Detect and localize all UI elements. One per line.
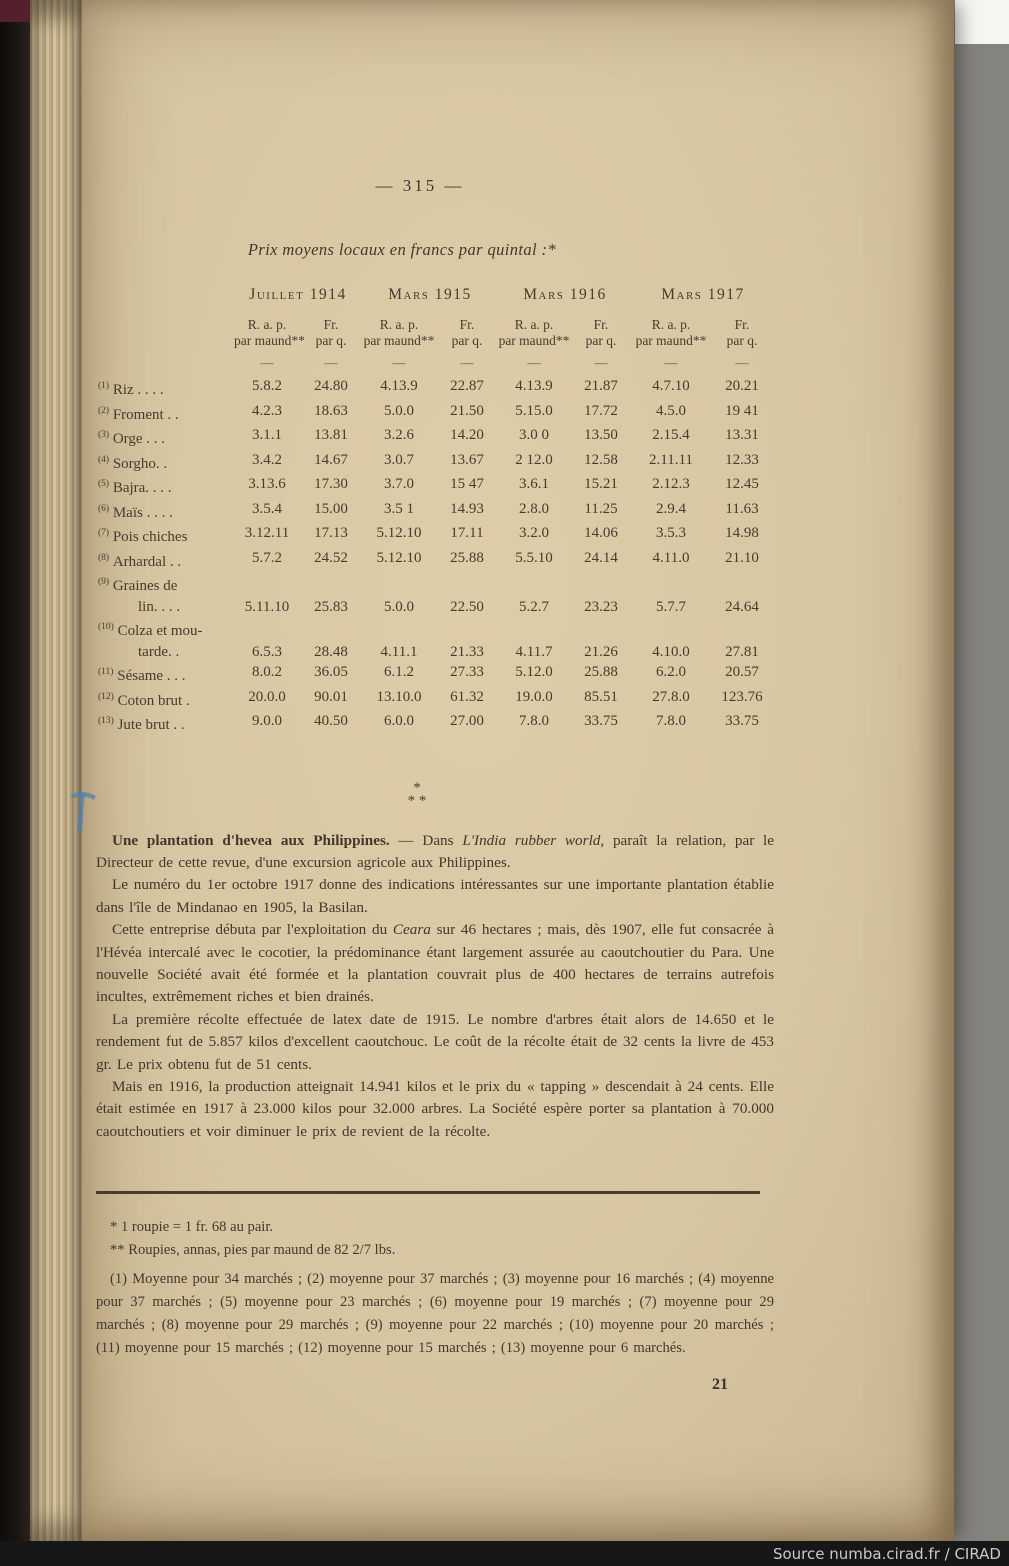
column-dash: —: [260, 355, 274, 370]
footnotes: [96, 1216, 774, 1360]
subheader-fr: Fr. par q.: [315, 317, 347, 348]
price-cell: 15.21: [584, 476, 618, 492]
page-edges: [30, 0, 82, 1541]
price-cell: 20.21: [725, 378, 759, 394]
price-cell: 3.5 1: [384, 500, 414, 517]
price-cell: [300, 572, 362, 597]
footnote-roupie: * 1 roupie = 1 fr. 68 au pair.: [110, 1219, 274, 1236]
price-cell: 5.15.0: [515, 402, 553, 419]
price-cell: 5.8.2: [252, 378, 282, 394]
book-spine: [0, 0, 30, 1541]
price-cell: 5.5.10: [515, 549, 553, 566]
asterisk-ornament: * * *: [407, 779, 427, 809]
source-bar: [0, 1541, 1009, 1566]
price-cell: 19.0.0: [515, 688, 553, 705]
col-group-mars-1915: Mars 1915: [388, 286, 472, 303]
price-cell: 5.0.0: [384, 402, 414, 419]
price-cell: 123.76: [721, 688, 763, 705]
price-cell: 3.7.0: [384, 476, 414, 492]
price-cell: 12.58: [584, 451, 618, 468]
article: [96, 830, 774, 1144]
price-cell: 8.0.2: [252, 664, 282, 680]
source-label: Source numba.cirad.fr / CIRAD: [772, 1544, 1001, 1563]
price-cell: 2.15.4: [652, 427, 690, 443]
header-spacer: [96, 286, 234, 317]
row-label: $^{(3)}$ Orge . . .: [98, 430, 166, 447]
row-label: $^{(11)}$ Sésame . . .: [98, 667, 186, 684]
col-group-mars-1917: Mars 1917: [661, 286, 745, 303]
row-label: tarde. .: [138, 643, 180, 660]
price-cell: 18.63: [314, 402, 348, 419]
price-cell: 21.87: [584, 378, 618, 394]
article-paragraph: La première récolte effectuée de latex date de 1915. Le nombre d'arbres était alors de 14.650 et le rendement fut de 5.857 kilos d'excellent caoutchouc. Le coût de la récolte était de 32 cents la livre de 453 gr. Le prix obtenu fut de 51 cents.: [96, 1010, 774, 1073]
price-cell: 3.13.6: [248, 476, 286, 492]
price-cell: 2.11.11: [649, 451, 693, 468]
row-label: $^{(8)}$ Arhardal . .: [98, 552, 182, 570]
price-cell: 6.1.2: [384, 664, 414, 680]
row-label: $^{(13)}$ Jute brut . .: [98, 716, 185, 733]
row-label: $^{(7)}$ Pois chiches: [98, 528, 188, 545]
row-label: lin. . . .: [138, 598, 181, 615]
article-heading: Une plantation d'hevea aux Philippines.: [112, 831, 390, 849]
price-cell: 4.11.7: [515, 643, 553, 660]
column-dash: —: [392, 355, 406, 370]
price-cell: 3.4.2: [252, 451, 282, 468]
price-cell: 4.2.3: [252, 402, 282, 419]
price-cell: 6.0.0: [384, 713, 414, 729]
price-cell: 22.50: [450, 598, 484, 615]
price-cell: 27.81: [725, 643, 759, 660]
price-cell: [362, 617, 436, 642]
price-cell: 15 47: [450, 476, 484, 492]
price-cell: 3.6.1: [519, 476, 549, 492]
price-cell: 25.88: [450, 549, 484, 566]
price-cell: 27.00: [450, 713, 484, 729]
price-cell: 33.75: [584, 713, 618, 729]
scan-corner: [955, 0, 1009, 44]
price-cell: 15.00: [314, 500, 348, 517]
footnote-maund: ** Roupies, annas, pies par maund de 82 2/7 lbs.: [110, 1242, 396, 1259]
price-cell: [234, 572, 300, 597]
price-cell: 4.5.0: [656, 402, 686, 419]
price-cell: 5.0.0: [384, 598, 414, 615]
price-cell: 3.5.4: [252, 500, 282, 517]
price-cell: 20.57: [725, 664, 759, 680]
price-cell: 13.67: [450, 451, 484, 468]
subheader-rap: R. a. p. par maund**: [498, 317, 570, 348]
price-cell: 20.0.0: [248, 688, 286, 705]
row-label: $^{(12)}$ Coton brut .: [98, 691, 190, 709]
price-cell: 22.87: [450, 378, 484, 394]
price-cell: 11.63: [725, 500, 759, 517]
row-label: $^{(6)}$ Maïs . . . .: [98, 503, 173, 521]
price-cell: [570, 617, 632, 642]
price-cell: 6.5.3: [252, 643, 282, 660]
price-cell: [498, 572, 570, 597]
price-cell: 9.0.0: [252, 713, 282, 729]
price-cell: 4.13.9: [515, 378, 553, 394]
subheader-fr: Fr. par q.: [451, 317, 483, 348]
price-cell: 24.80: [314, 378, 348, 394]
article-paragraph: Le numéro du 1er octobre 1917 donne des indications intéressantes sur une importante plantation établie dans l'île de Mindanao en 1905, la Basilan.: [96, 876, 774, 916]
subheader-rap: R. a. p. par maund**: [363, 317, 435, 348]
price-cell: 4.11.1: [380, 643, 418, 660]
price-cell: 5.12.10: [376, 525, 422, 541]
column-dash: —: [460, 355, 474, 370]
price-cell: 5.2.7: [519, 598, 549, 615]
price-cell: [632, 617, 710, 642]
price-cell: 21.50: [450, 402, 484, 419]
price-cell: 5.7.2: [252, 549, 282, 566]
price-cell: 21.10: [725, 549, 759, 566]
column-dash: —: [664, 355, 678, 370]
page-header-number: — 315 —: [375, 176, 465, 195]
price-cell: [570, 572, 632, 597]
price-cell: 13.31: [725, 427, 759, 443]
price-cell: 14.67: [314, 451, 348, 468]
price-cell: 24.64: [725, 598, 759, 615]
price-cell: 17.11: [450, 525, 484, 541]
price-cell: 7.8.0: [656, 713, 686, 729]
article-paragraph: Mais en 1916, la production atteignait 14.941 kilos et le prix du « tapping » descendait à 24 cents. Elle était estimée en 1917 à 23.000 kilos pour 32.000 arbres. La Société espère porter sa plantation à 70.000 caoutchoutiers et voir diminuer le prix de revient de la récolte.: [96, 1077, 774, 1140]
price-cell: 5.7.7: [656, 598, 686, 615]
price-cell: 14.06: [584, 525, 618, 541]
price-cell: 24.14: [584, 549, 618, 566]
price-cell: [498, 617, 570, 642]
price-cell: 21.33: [450, 643, 484, 660]
price-cell: 3.12.11: [244, 525, 290, 541]
row-label: $^{(2)}$ Froment . .: [98, 405, 179, 423]
row-label: $^{(10)}$ Colza et mou-: [98, 622, 203, 639]
price-cell: 14.93: [450, 500, 484, 517]
price-cell: 19 41: [725, 402, 759, 419]
column-dash: —: [594, 355, 608, 370]
price-cell: 25.83: [314, 598, 348, 615]
price-cell: [300, 617, 362, 642]
footnote-rule: [96, 1191, 760, 1194]
price-cell: 61.32: [450, 688, 484, 705]
header-spacer: [96, 356, 234, 376]
price-table: [96, 286, 774, 736]
price-cell: 3.1.1: [252, 427, 282, 443]
price-cell: 27.33: [450, 664, 484, 680]
price-cell: 2.12.3: [652, 476, 690, 492]
price-cell: 36.05: [314, 664, 348, 680]
price-cell: 7.8.0: [519, 713, 549, 729]
header-spacer: [96, 317, 234, 356]
price-cell: 33.75: [725, 713, 759, 729]
price-cell: 3.2.6: [384, 427, 414, 443]
price-cell: 28.48: [314, 643, 348, 660]
price-cell: 14.20: [450, 427, 484, 443]
row-label: $^{(5)}$ Bajra. . . .: [98, 479, 172, 496]
price-cell: 3.0 0: [519, 427, 549, 443]
column-dash: —: [527, 355, 541, 370]
subheader-fr: Fr. par q.: [726, 317, 758, 348]
price-cell: [234, 617, 300, 642]
page-number: 21: [712, 1376, 728, 1394]
column-dash: —: [735, 355, 749, 370]
price-cell: 17.30: [314, 476, 348, 492]
price-cell: 6.2.0: [656, 664, 686, 680]
price-cell: 13.50: [584, 427, 618, 443]
price-cell: 4.11.0: [652, 549, 690, 566]
blue-pencil-mark: [68, 786, 98, 839]
book-page: [82, 0, 954, 1541]
price-cell: 14.98: [725, 525, 759, 541]
price-cell: [710, 572, 774, 597]
price-cell: 27.8.0: [652, 688, 690, 705]
column-dash: —: [324, 355, 338, 370]
price-cell: 2.9.4: [656, 500, 686, 517]
article-paragraph: Cette entreprise débuta par l'exploitation du Ceara sur 46 hectares ; mais, dès 1907, elle fut consacrée à l'Hévéa intercalé avec le cocotier, la prédominance étant largement assurée au caoutchoutier du Para. Une nouvelle Société avait été formée et la plantation couvrait plus de 400 hectares de terrains autrefois incultes, extrêmement riches et bien drainés.: [96, 921, 774, 1006]
page-content: [96, 176, 774, 1394]
price-cell: 40.50: [314, 713, 348, 729]
price-cell: 4.10.0: [652, 643, 690, 660]
price-cell: 12.33: [725, 451, 759, 468]
row-label: $^{(4)}$ Sorgho. .: [98, 454, 168, 472]
price-cell: 17.72: [584, 402, 618, 419]
price-cell: [436, 617, 498, 642]
subheader-rap: R. a. p. par maund**: [234, 317, 305, 348]
price-cell: 5.12.0: [515, 664, 553, 680]
price-cell: 2.8.0: [519, 500, 549, 517]
col-group-juillet-1914: Juillet 1914: [249, 286, 347, 303]
price-cell: 24.52: [314, 549, 348, 566]
price-cell: 4.13.9: [380, 378, 418, 394]
subheader-rap: R. a. p. par maund**: [635, 317, 707, 348]
price-cell: 3.0.7: [384, 451, 414, 468]
price-cell: 13.10.0: [376, 688, 422, 705]
price-cell: 13.81: [314, 427, 348, 443]
price-cell: 23.23: [584, 598, 618, 615]
price-cell: 25.88: [584, 664, 618, 680]
price-cell: [362, 572, 436, 597]
species-name: Ceara: [392, 921, 431, 939]
price-cell: 21.26: [584, 643, 618, 660]
price-cell: 85.51: [584, 688, 618, 705]
price-cell: 5.12.10: [376, 549, 422, 566]
col-group-mars-1916: Mars 1916: [523, 286, 607, 303]
price-cell: [632, 572, 710, 597]
price-cell: 3.5.3: [656, 525, 686, 541]
price-cell: 17.13: [314, 525, 348, 541]
footnote-markets: (1) Moyenne pour 34 marchés ; (2) moyenne pour 37 marchés ; (3) moyenne pour 16 marchés ; (4) moyenne pour 37 marchés ; (5) moyenne pour 23 marchés ; (6) moyenne pour 19 marchés ; (7) moyenne pour 29 marchés ; (8) moyenne pour 29 marchés ; (9) moyenne pour 22 marchés ; (10) moyenne pour 20 marchés ; (11) moyenne pour 15 marchés ; (12) moyenne pour 15 marchés ; (13) moyenne pour 6 marchés.: [96, 1271, 774, 1357]
row-label: $^{(1)}$ Riz . . . .: [98, 381, 164, 398]
price-cell: 12.45: [725, 476, 759, 492]
price-cell: 4.7.10: [652, 378, 690, 394]
price-cell: 90.01: [314, 688, 348, 705]
price-cell: 2 12.0: [515, 451, 553, 468]
price-cell: 5.11.10: [244, 598, 290, 615]
price-cell: [436, 572, 498, 597]
price-cell: 3.2.0: [519, 525, 549, 541]
price-cell: [710, 617, 774, 642]
subheader-fr: Fr. par q.: [585, 317, 617, 348]
table-title: Prix moyens locaux en francs par quintal :*: [247, 240, 557, 259]
journal-title: L'India rubber world: [462, 831, 601, 849]
article-paragraph: Une plantation d'hevea aux Philippines. — Dans L'India rubber world, paraît la relation, par le Directeur de cette revue, d'une excursion agricole aux Philippines.: [96, 831, 775, 871]
row-label: $^{(9)}$ Graines de: [98, 577, 178, 594]
price-cell: 11.25: [584, 500, 618, 517]
